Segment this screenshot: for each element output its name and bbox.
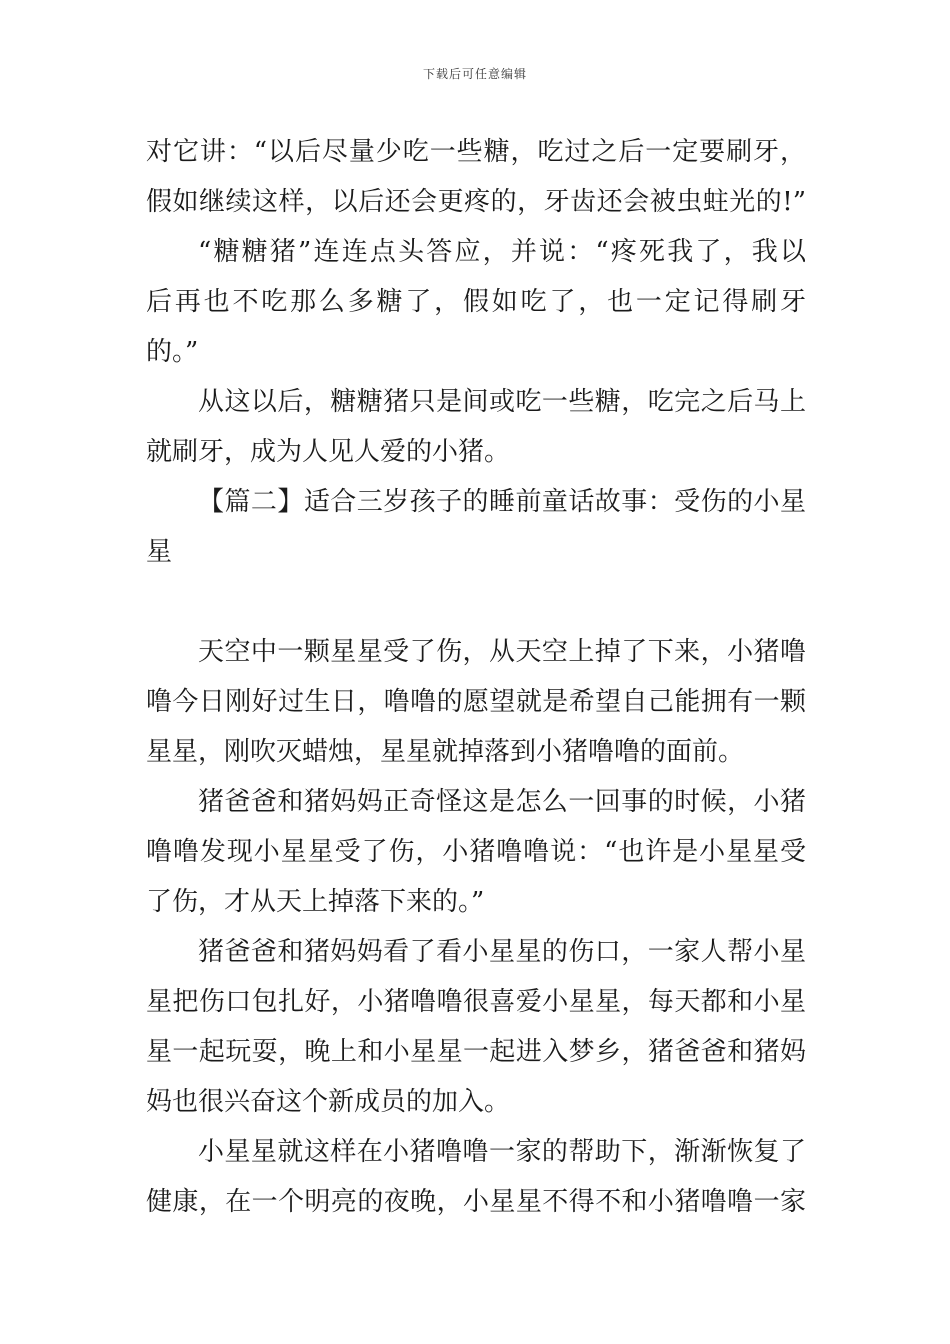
text-line: 噜噜发现小星星受了伤，小猪噜噜说：“也许是小星星受 — [146, 837, 806, 867]
text-line: 就刷牙，成为人见人爱的小猪。 — [146, 437, 511, 467]
paragraph-start-line: 天空中一颗星星受了伤，从天空上掉了下来，小猪噜 — [198, 637, 806, 667]
text-line: 星把伤口包扎好，小猪噜噜很喜爱小星星，每天都和小星 — [146, 987, 806, 1017]
paragraph-start-line: 小星星就这样在小猪噜噜一家的帮助下，渐渐恢复了 — [198, 1137, 806, 1167]
paragraph-start-line: 猪爸爸和猪妈妈正奇怪这是怎么一回事的时候，小猪 — [198, 787, 806, 817]
section-heading-line: 星 — [146, 537, 173, 567]
text-line: 了伤，才从天上掉落下来的。” — [146, 887, 485, 917]
paragraph-start-line: 从这以后，糖糖猪只是间或吃一些糖，吃完之后马上 — [198, 387, 806, 417]
blank-line — [146, 577, 806, 627]
document-body — [146, 127, 806, 1227]
text-line: 假如继续这样，以后还会更疼的，牙齿还会被虫蛀光的!” — [146, 187, 806, 217]
text-line: 对它讲：“以后尽量少吃一些糖，吃过之后一定要刷牙， — [146, 137, 806, 167]
page-header: 下载后可任意编辑 — [422, 67, 527, 81]
text-line: 星星，刚吹灭蜡烛，星星就掉落到小猪噜噜的面前。 — [146, 737, 745, 767]
text-line: 噜今日刚好过生日，噜噜的愿望就是希望自己能拥有一颗 — [146, 687, 806, 717]
paragraph-start-line: 猪爸爸和猪妈妈看了看小星星的伤口，一家人帮小星 — [198, 937, 806, 967]
text-line: 星一起玩耍，晚上和小星星一起进入梦乡，猪爸爸和猪妈 — [146, 1037, 806, 1067]
paragraph-start-line: “糖糖猪”连连点头答应，并说：“疼死我了，我以 — [198, 237, 806, 267]
text-line: 的。” — [146, 337, 199, 367]
text-line: 妈也很兴奋这个新成员的加入。 — [146, 1087, 511, 1117]
text-line: 健康，在一个明亮的夜晚，小星星不得不和小猪噜噜一家 — [146, 1187, 806, 1217]
section-heading-line: 【篇二】适合三岁孩子的睡前童话故事：受伤的小星 — [198, 487, 806, 517]
text-line: 后再也不吃那么多糖了，假如吃了，也一定记得刷牙 — [146, 287, 806, 317]
